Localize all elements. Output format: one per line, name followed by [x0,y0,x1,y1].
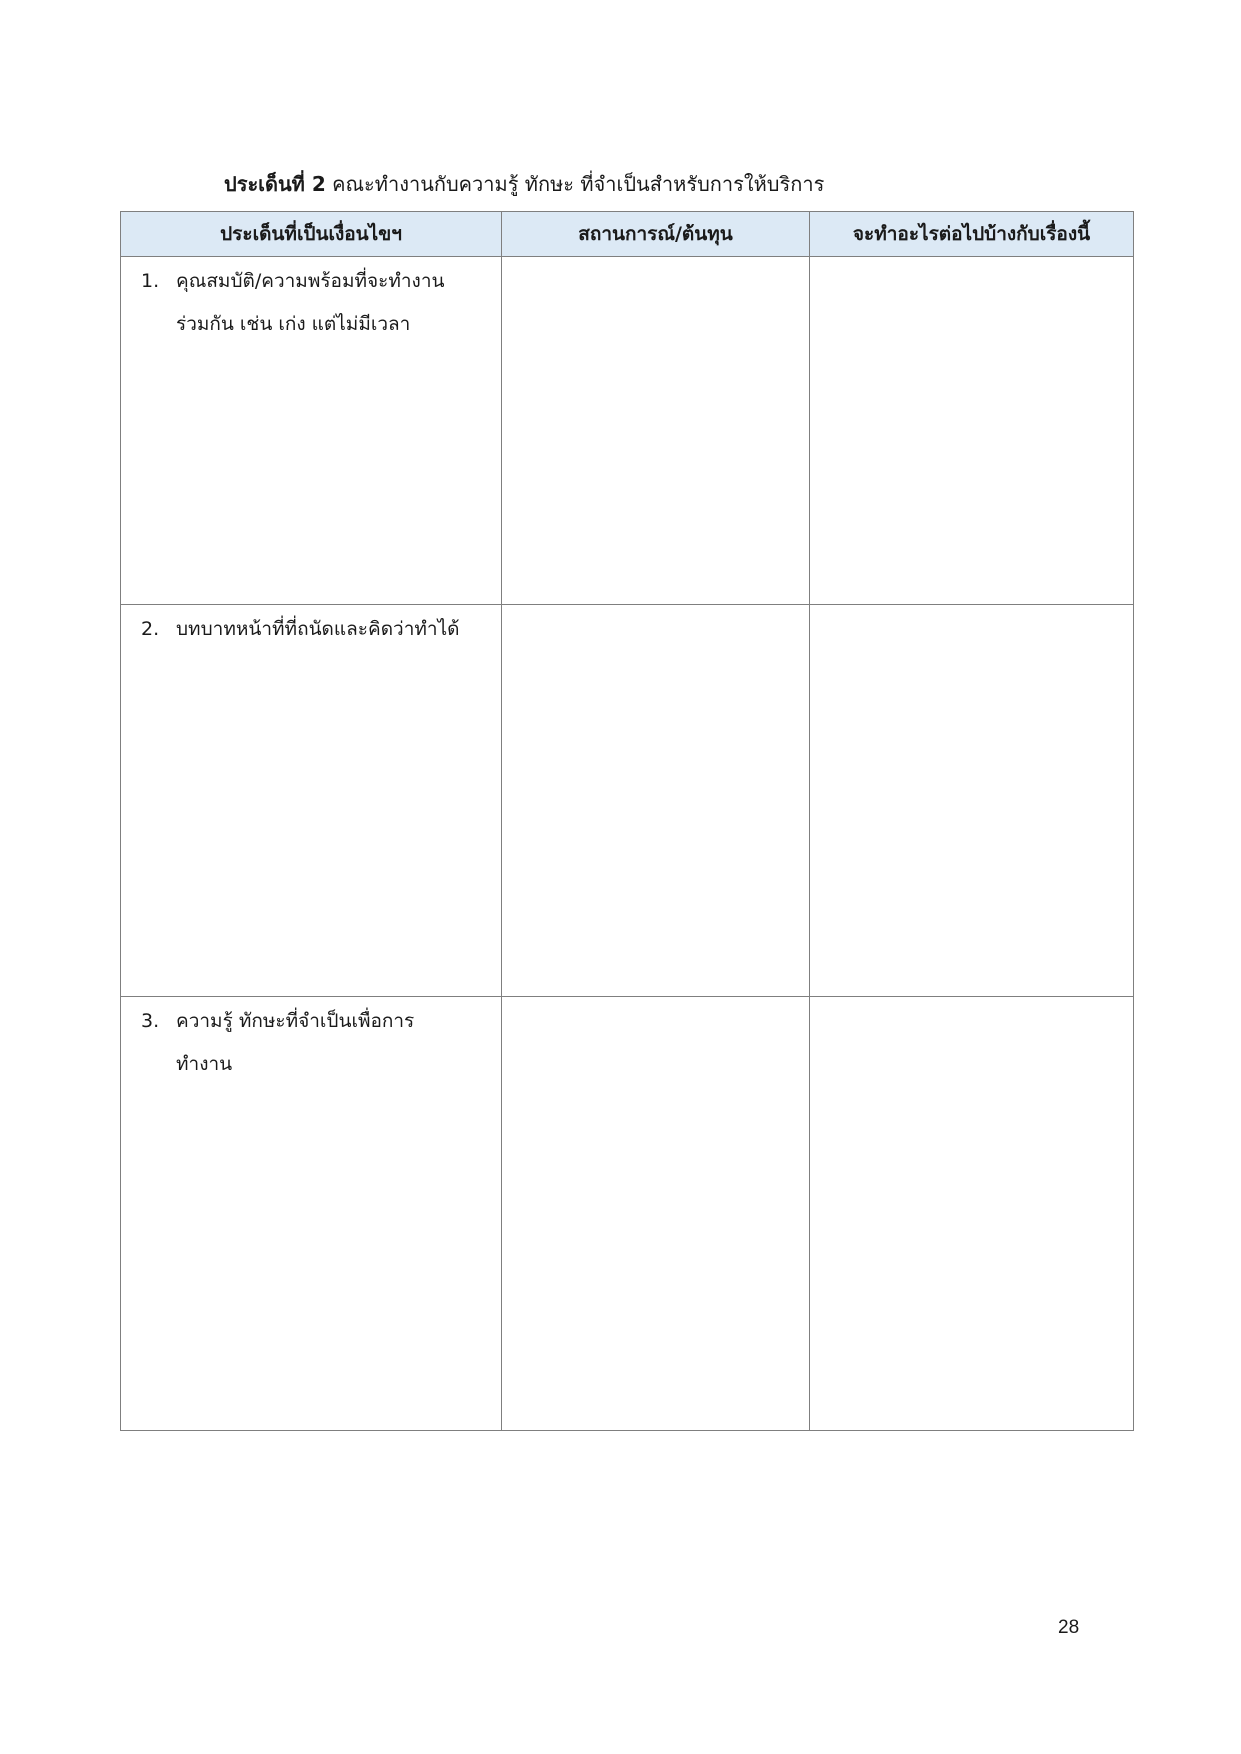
section-heading [224,168,824,200]
issue-text-line: ทำงาน [176,1053,233,1075]
issue-cell [121,605,502,997]
issue-cell [121,997,502,1431]
page-number: 28 [1058,1617,1080,1638]
issue-item [121,605,501,651]
next-action-cell[interactable] [810,257,1134,605]
table-row [121,257,1134,605]
issue-text-line: คุณสมบัติ/ความพร้อมที่จะทำงาน [176,270,445,292]
issue-number: 3. [141,1010,160,1032]
table-header-row [121,212,1134,257]
issue-text-line: ความรู้ ทักษะที่จำเป็นเพื่อการ [176,1010,415,1032]
header-next-actions: จะทำอะไรต่อไปบ้างกับเรื่องนี้ [810,212,1134,257]
issue-text [176,260,493,346]
issue-number: 2. [141,618,160,640]
issue-number: 1. [141,270,160,292]
situation-cell[interactable] [502,997,810,1431]
issue-text [176,608,493,651]
worksheet-table [120,211,1134,1431]
section-heading-label: ประเด็นที่ 2 [224,172,326,196]
issue-item [121,997,501,1086]
situation-cell[interactable] [502,605,810,997]
issue-text-line: ร่วมกัน เช่น เก่ง แต่ไม่มีเวลา [176,313,411,335]
issue-cell [121,257,502,605]
table-row [121,997,1134,1431]
issue-item [121,257,501,346]
section-heading-text: คณะทำงานกับความรู้ ทักษะ ที่จำเป็นสำหรับการให้บริการ [332,172,825,196]
header-situation-cost: สถานการณ์/ต้นทุน [502,212,810,257]
situation-cell[interactable] [502,257,810,605]
header-condition-issues: ประเด็นที่เป็นเงื่อนไขฯ [121,212,502,257]
next-action-cell[interactable] [810,605,1134,997]
table-row [121,605,1134,997]
next-action-cell[interactable] [810,997,1134,1431]
issue-text-line: บทบาทหน้าที่ที่ถนัดและคิดว่าทำได้ [176,618,460,640]
issue-text [176,1000,493,1086]
